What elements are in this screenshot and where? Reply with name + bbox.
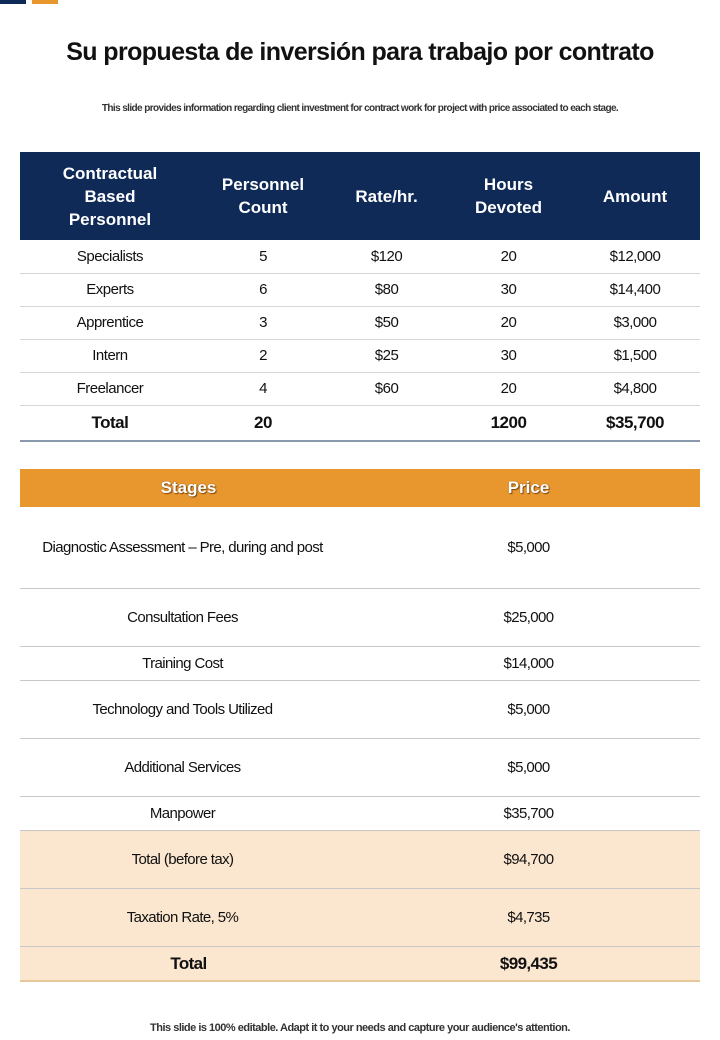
header-price: Price — [507, 478, 550, 497]
stage-price: $94,700 — [503, 850, 554, 868]
stage-name: Manpower — [149, 804, 216, 822]
personnel-amount: $1,500 — [613, 347, 657, 364]
personnel-hours: 30 — [500, 347, 517, 364]
footer-note: This slide is 100% editable. Adapt it to your needs and capture your audience's attention. — [150, 1022, 570, 1034]
table-row — [20, 738, 700, 796]
tax-row — [20, 888, 700, 946]
personnel-rate: $80 — [374, 281, 399, 298]
personnel-count: 5 — [259, 247, 267, 265]
table-row — [20, 680, 700, 738]
stage-name: Training Cost — [142, 654, 223, 672]
personnel-hours: 30 — [500, 281, 517, 298]
personnel-amount: $14,400 — [609, 281, 661, 298]
personnel-role: Intern — [92, 347, 128, 364]
personnel-amount: $4,800 — [613, 380, 657, 397]
personnel-hours: 20 — [500, 380, 517, 397]
stages-total-price: $99,435 — [499, 953, 558, 973]
table-row — [20, 240, 700, 273]
personnel-total-amount: $35,700 — [606, 412, 664, 432]
page-title: Su propuesta de inversión para trabajo por contrato — [66, 38, 654, 66]
personnel-count: 2 — [259, 347, 267, 364]
header-personnel-count: Personnel Count — [221, 175, 305, 217]
stages-table — [20, 469, 700, 982]
personnel-amount: $3,000 — [613, 314, 657, 331]
page-subtitle: This slide provides information regarding client investment for contract work for project with price associated to each stage. — [101, 103, 619, 114]
stage-name: Consultation Fees — [127, 608, 238, 626]
stages-total-label: Total — [170, 953, 207, 973]
stage-price: $14,000 — [503, 654, 554, 672]
header-stages: Stages — [160, 478, 217, 497]
personnel-total-count: 20 — [254, 412, 272, 432]
stage-price: $5,000 — [507, 758, 550, 776]
personnel-total-label: Total — [91, 412, 129, 432]
personnel-role: Specialists — [76, 247, 144, 265]
personnel-total-row — [20, 405, 700, 441]
stage-name: Additional Services — [124, 758, 241, 776]
personnel-count: 6 — [259, 281, 267, 298]
table-row — [20, 588, 700, 646]
table-row — [20, 796, 700, 830]
stage-price: $5,000 — [507, 538, 550, 556]
table-row — [20, 339, 700, 372]
stage-name: Taxation Rate, 5% — [126, 908, 239, 926]
personnel-rate: $25 — [374, 347, 399, 364]
stage-name: Technology and Tools Utilized — [92, 700, 273, 718]
stages-header-row — [20, 469, 700, 507]
table-row — [20, 306, 700, 339]
header-contractual-personnel: Contractual Based Personnel — [62, 163, 158, 229]
personnel-rate: $120 — [370, 247, 403, 265]
personnel-total-rate — [326, 405, 447, 441]
personnel-total-hours: 1200 — [490, 412, 527, 432]
personnel-hours: 20 — [500, 247, 517, 265]
personnel-rate: $50 — [374, 314, 399, 331]
personnel-role: Freelancer — [76, 380, 144, 397]
personnel-count: 4 — [259, 380, 267, 397]
personnel-hours: 20 — [500, 314, 517, 331]
personnel-header-row — [20, 152, 700, 240]
stages-total-row — [20, 946, 700, 981]
subtotal-row — [20, 830, 700, 888]
personnel-amount: $12,000 — [609, 247, 661, 265]
personnel-role: Experts — [86, 281, 134, 298]
stage-name: Diagnostic Assessment – Pre, during and post — [42, 538, 323, 556]
accent-bar-navy — [0, 0, 26, 4]
personnel-count: 3 — [259, 314, 267, 331]
table-row — [20, 372, 700, 405]
table-row — [20, 507, 700, 588]
accent-bar-orange — [32, 0, 58, 4]
personnel-role: Apprentice — [76, 314, 144, 331]
stage-name: Total (before tax) — [131, 850, 234, 868]
header-amount: Amount — [602, 186, 668, 206]
header-rate: Rate/hr. — [355, 186, 418, 206]
stage-price: $25,000 — [503, 608, 554, 626]
stage-price: $35,700 — [503, 804, 554, 822]
header-hours-devoted: Hours Devoted — [474, 175, 543, 217]
table-row — [20, 646, 700, 680]
personnel-rate: $60 — [374, 380, 399, 397]
table-row — [20, 273, 700, 306]
stage-price: $5,000 — [507, 700, 550, 718]
stage-price: $4,735 — [507, 908, 550, 926]
personnel-table — [20, 152, 700, 442]
